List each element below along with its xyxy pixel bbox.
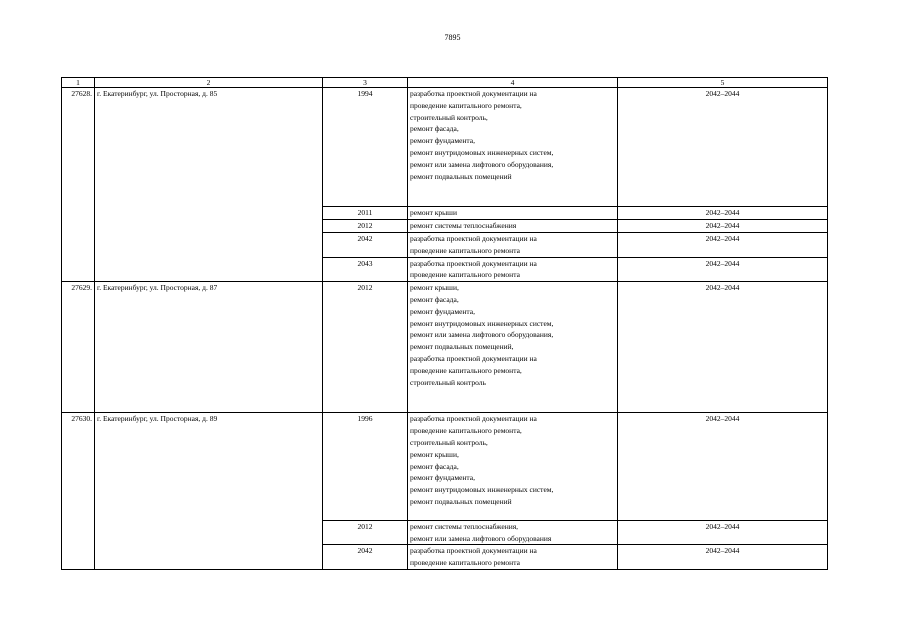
work-item: проведение капитального ремонта, — [410, 100, 522, 110]
period-cell: 2042–2044 — [618, 207, 828, 220]
works-cell — [408, 257, 618, 282]
year-cell: 1996 — [323, 413, 408, 520]
address-cell: г. Екатеринбург, ул. Просторная, д. 87 — [95, 282, 323, 413]
row-number: 27628. — [62, 88, 95, 282]
works-cell — [408, 220, 618, 233]
work-item: ремонт крыши — [410, 208, 457, 218]
row-number: 27630. — [62, 413, 95, 570]
works-cell — [408, 413, 618, 520]
period-cell: 2042–2044 — [618, 545, 828, 570]
table-row — [62, 88, 828, 207]
work-item: ремонт фасада, — [410, 124, 459, 134]
year-cell: 2011 — [323, 207, 408, 220]
period-cell: 2042–2044 — [618, 282, 828, 413]
year-cell: 2012 — [323, 220, 408, 233]
table-row — [62, 413, 828, 520]
period-cell: 2042–2044 — [618, 88, 828, 207]
works-cell — [408, 207, 618, 220]
column-header: 4 — [408, 78, 618, 88]
work-item: проведение капитального ремонта, — [410, 365, 522, 375]
work-item: разработка проектной документации на — [410, 353, 537, 363]
work-item: разработка проектной документации на — [410, 546, 537, 556]
address-cell: г. Екатеринбург, ул. Просторная, д. 89 — [95, 413, 323, 570]
work-item: разработка проектной документации на — [410, 414, 537, 424]
works-cell — [408, 88, 618, 207]
work-item: ремонт фундамента, — [410, 473, 475, 483]
work-item: проведение капитального ремонта — [410, 558, 520, 568]
work-item: ремонт или замена лифтового оборудования, — [410, 330, 554, 340]
year-cell: 2043 — [323, 257, 408, 282]
column-header: 3 — [323, 78, 408, 88]
row-number: 27629. — [62, 282, 95, 413]
work-item: ремонт подвальных помещений — [410, 171, 512, 181]
work-item: ремонт или замена лифтового оборудования, — [410, 159, 554, 169]
address-cell: г. Екатеринбург, ул. Просторная, д. 85 — [95, 88, 323, 282]
works-cell — [408, 545, 618, 570]
column-header: 5 — [618, 78, 828, 88]
work-item: проведение капитального ремонта — [410, 270, 520, 280]
column-number-row — [62, 78, 828, 88]
work-item: строительный контроль, — [410, 437, 488, 447]
year-cell: 2042 — [323, 232, 408, 257]
work-item: ремонт крыши, — [410, 449, 459, 459]
work-item: ремонт крыши, — [410, 283, 459, 293]
work-item: ремонт системы теплоснабжения — [410, 221, 517, 231]
work-item: строительный контроль, — [410, 112, 488, 122]
year-cell: 2012 — [323, 282, 408, 413]
work-item: ремонт фундамента, — [410, 306, 475, 316]
work-item: ремонт внутридомовых инженерных систем, — [410, 485, 554, 495]
year-cell: 1994 — [323, 88, 408, 207]
column-header: 2 — [95, 78, 323, 88]
period-cell: 2042–2044 — [618, 413, 828, 520]
period-cell: 2042–2044 — [618, 232, 828, 257]
page-number: 7895 — [444, 33, 461, 42]
works-cell — [408, 282, 618, 413]
work-item: ремонт внутридомовых инженерных систем, — [410, 318, 554, 328]
work-item: ремонт фасада, — [410, 461, 459, 471]
work-item: ремонт или замена лифтового оборудования — [410, 533, 552, 543]
work-item: проведение капитального ремонта — [410, 245, 520, 255]
column-header: 1 — [62, 78, 95, 88]
works-cell — [408, 232, 618, 257]
work-item: ремонт системы теплоснабжения, — [410, 521, 519, 531]
work-item: проведение капитального ремонта, — [410, 426, 522, 436]
year-cell: 2042 — [323, 545, 408, 570]
work-item: строительный контроль — [410, 377, 486, 387]
work-item: ремонт подвальных помещений, — [410, 342, 514, 352]
work-item: разработка проектной документации на — [410, 233, 537, 243]
work-item: ремонт фасада, — [410, 294, 459, 304]
work-item: ремонт внутридомовых инженерных систем, — [410, 147, 554, 157]
period-cell: 2042–2044 — [618, 220, 828, 233]
work-item: ремонт подвальных помещений — [410, 496, 512, 506]
capital-repair-table — [61, 77, 828, 570]
period-cell: 2042–2044 — [618, 257, 828, 282]
work-item: разработка проектной документации на — [410, 258, 537, 268]
work-item: разработка проектной документации на — [410, 89, 537, 98]
table-row — [62, 282, 828, 413]
works-cell — [408, 520, 618, 545]
year-cell: 2012 — [323, 520, 408, 545]
work-item: ремонт фундамента, — [410, 136, 475, 146]
period-cell: 2042–2044 — [618, 520, 828, 545]
